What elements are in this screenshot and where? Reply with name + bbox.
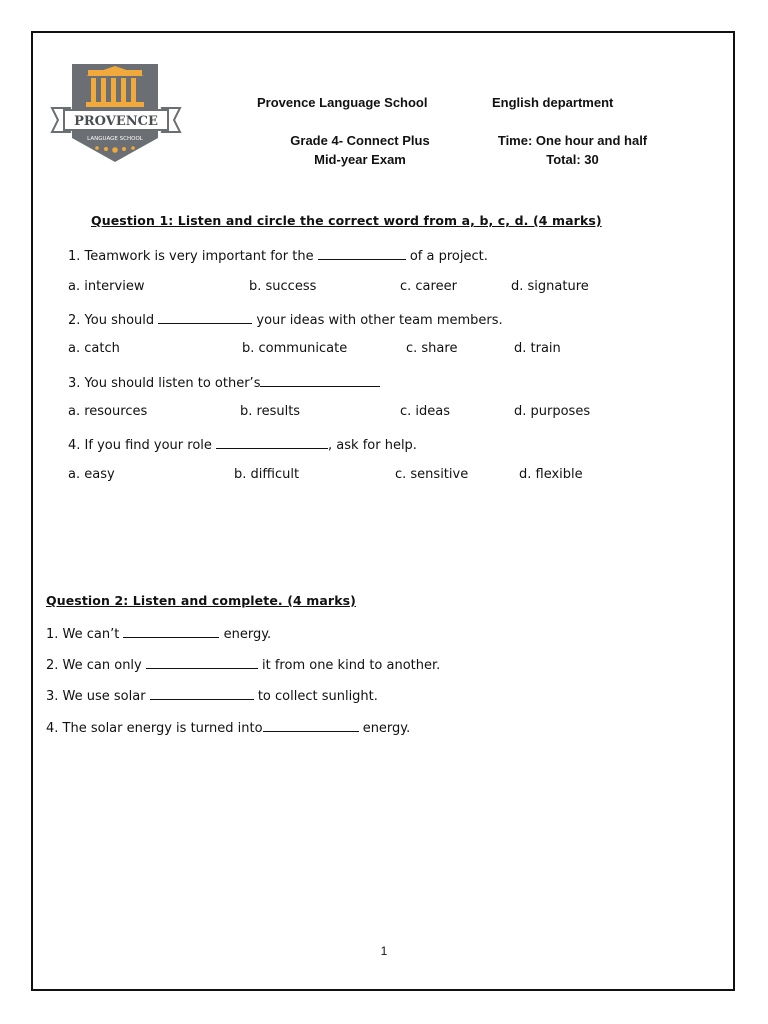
answer-blank[interactable] <box>146 655 258 669</box>
q1-item-4-option-b[interactable]: b. difficult <box>234 467 300 482</box>
q1-item-4-text: 4. If you find your role <box>68 438 217 453</box>
q2-item-4-text: 4. The solar energy is turned into <box>46 721 263 736</box>
exam-label: Mid-year Exam <box>314 152 406 167</box>
q1-item-3-text: 3. You should listen to other’s <box>68 376 261 391</box>
q1-item-4-option-a[interactable]: a. easy <box>68 467 115 482</box>
q1-item-2-option-d[interactable]: d. train <box>514 341 561 356</box>
q2-item-4 <box>46 718 410 736</box>
q1-item-3-option-b[interactable]: b. results <box>240 404 301 419</box>
q1-item-2-text-end: your ideas with other team members. <box>252 313 503 328</box>
school-name: Provence Language School <box>257 95 428 110</box>
department-name: English department <box>492 95 614 110</box>
question-1-title: Question 1: Listen and circle the correct word from a, b, c, d. (4 marks) <box>91 213 602 228</box>
answer-blank[interactable] <box>158 310 252 324</box>
answer-blank[interactable] <box>150 686 254 700</box>
q1-item-1-text-end: of a project. <box>405 249 488 264</box>
answer-blank[interactable] <box>216 435 328 449</box>
q2-item-1 <box>46 624 271 642</box>
answer-blank[interactable] <box>123 624 219 638</box>
logo-text: PROVENCE <box>74 114 158 129</box>
q1-item-4-option-c[interactable]: c. sensitive <box>395 467 469 482</box>
q2-item-2-text-end: it from one kind to another. <box>257 658 441 673</box>
logo-subtext: LANGUAGE SCHOOL <box>87 136 143 142</box>
q1-item-1-text: 1. Teamwork is very important for the <box>68 249 318 264</box>
q1-item-3-option-d[interactable]: d. purposes <box>514 404 591 419</box>
q1-item-1 <box>68 246 488 264</box>
page-border <box>31 31 735 991</box>
q1-item-4 <box>68 435 417 453</box>
q2-item-1-text-end: energy. <box>219 627 272 642</box>
q1-item-2-option-c[interactable]: c. share <box>406 341 458 356</box>
q1-item-4-text-end: , ask for help. <box>328 438 417 453</box>
answer-blank[interactable] <box>318 246 406 260</box>
provence-school-logo <box>50 62 182 166</box>
q1-item-1-option-b[interactable]: b. success <box>249 279 317 294</box>
q1-item-1-option-a[interactable]: a. interview <box>68 279 145 294</box>
q2-item-4-text-end: energy. <box>358 721 411 736</box>
q1-item-2-option-a[interactable]: a. catch <box>68 341 120 356</box>
q2-item-1-text: 1. We can’t <box>46 627 124 642</box>
answer-blank[interactable] <box>260 373 380 387</box>
q1-item-3-option-c[interactable]: c. ideas <box>400 404 451 419</box>
time-label: Time: One hour and half <box>497 133 648 148</box>
total-label: Total: 30 <box>546 152 599 167</box>
q1-item-2-option-b[interactable]: b. communicate <box>242 341 348 356</box>
q1-item-1-option-d[interactable]: d. signature <box>511 279 589 294</box>
q1-item-1-option-c[interactable]: c. career <box>400 279 457 294</box>
page-number: 1 <box>380 944 388 958</box>
q2-item-3-text-end: to collect sunlight. <box>253 689 378 704</box>
q1-item-3-option-a[interactable]: a. resources <box>68 404 148 419</box>
question-2-title: Question 2: Listen and complete. (4 marks) <box>46 593 356 608</box>
answer-blank[interactable] <box>263 718 359 732</box>
q1-item-3 <box>68 373 380 391</box>
q2-item-2 <box>46 655 440 673</box>
q2-item-3 <box>46 686 378 704</box>
q2-item-3-text: 3. We use solar <box>46 689 150 704</box>
q1-item-2 <box>68 310 503 328</box>
q1-item-2-text: 2. You should <box>68 313 159 328</box>
q2-item-2-text: 2. We can only <box>46 658 146 673</box>
q1-item-4-option-d[interactable]: d. flexible <box>519 467 583 482</box>
grade-label: Grade 4- Connect Plus <box>290 133 430 148</box>
